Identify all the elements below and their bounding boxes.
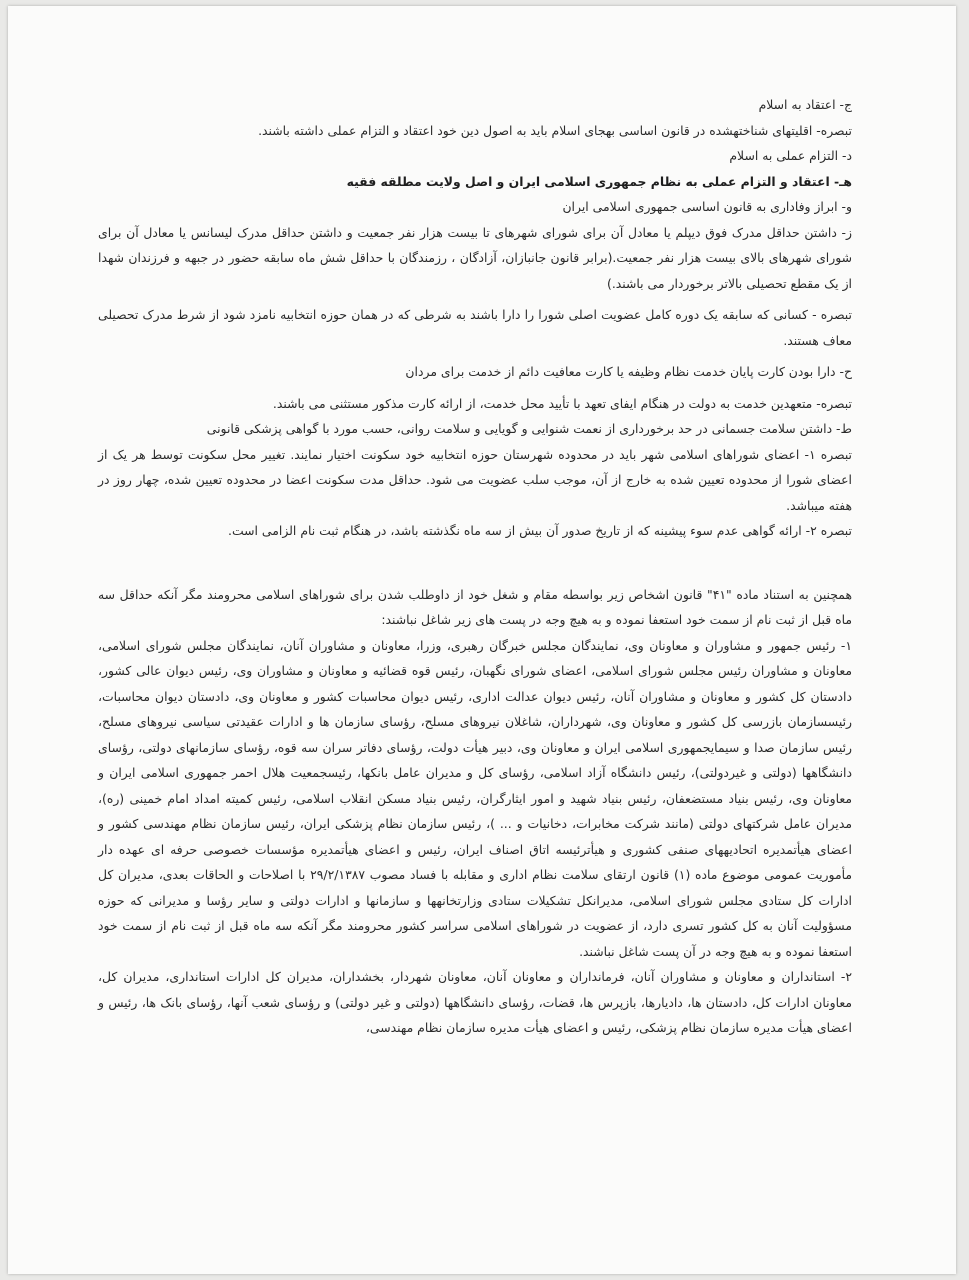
clause-z: ز- داشتن حداقل مدرک فوق دیپلم یا معادل آن برای شورای شهرهای تا بیست هزار نفر جمعیت و داشتن حداقل مدرک لیسانس یا معادل آن برای شورای شهرهای بالای بیست هزار نفر جمعیت.(برابر قانون جانبازان، آزادگان ، رزمندگان با حداقل شش ماه سابقه حضور در جبهه و فرزندان شهدا از یک مقطع تحصیلی بالاتر برخوردار می باشند.): [98, 224, 852, 291]
list-item-2: ۲- استانداران و معاونان و مشاوران آنان، فرمانداران و معاونان آنان، معاونان شهردار، بخشداران، مدیران کل ادارات استانداری، مدیران کل، معاونان ادارات کل، دادستان ها، دادیارها، بازپرس ها، قضات، رؤسای دانشگاهها (دولتی و غیر دولتی) و رؤسای شعب آنها، رؤسای بانک ها، رئیس و اعضای هیأت مدیره سازمان نظام پزشکی، رئیس و اعضای هیأت مدیره سازمان نظام مهندسی،: [98, 969, 852, 1035]
note-membership: تبصره - کسانی که سابقه یک دوره کامل عضویت اصلی شورا را دارا باشند به شرطی که در همان حوزه انتخابیه نامزد شود از شرط مدرک تحصیلی معاف هستند.: [98, 307, 852, 348]
clause-h2: ح- دارا بودن کارت پایان خدمت نظام وظیفه یا کارت معافیت دائم از خدمت برای مردان: [405, 364, 852, 379]
note-minorities: تبصره- اقلیتهای شناختهشده در قانون اساسی بهجای اسلام باید به اصول دین خود اعتقاد و التزام عملی داشته باشند.: [258, 122, 852, 138]
note-1-residence: تبصره ۱- اعضای شوراهای اسلامی شهر باید در محدوده شهرستان حوزه انتخابیه خود سکونت اختیار نمایند. تغییر محل سکونت توسط هر یک از اعضای شورا از محدوده تعیین شده به خارج از آن، موجب سلب عضویت می شود. حداقل مدت سکونت اعضا در محدوده تعیین شده، چهار روز در هفته میباشد.: [98, 446, 853, 513]
document-body: [98, 92, 852, 1041]
clause-t: ط- داشتن سلامت جسمانی در حد برخورداری از نعمت شنوایی و گویایی و سلامت روانی، حسب مورد با گواهی پزشکی قانونی: [206, 421, 852, 436]
note-2-record: تبصره ۲- ارائه گواهی عدم سوء پیشینه که از تاریخ صدور آن بیش از سه ماه نگذشته باشد، در هنگام ثبت نام الزامی است.: [228, 523, 852, 538]
clause-v: و- ابراز وفاداری به قانون اساسی جمهوری اسلامی ایران: [562, 199, 852, 214]
clause-c: ج- اعتقاد به اسلام: [758, 97, 852, 112]
note-service: تبصره- متعهدین خدمت به دولت در هنگام ایفای تعهد با تأیید محل خدمت، از ارائه کارت مذکور مستثنی می باشند.: [272, 395, 852, 411]
clause-h: هـ- اعتقاد و التزام عملی به نظام جمهوری اسلامی ایران و اصل ولایت مطلقه فقیه: [346, 173, 852, 189]
document-page: [8, 6, 956, 1274]
article-41-intro: همچنین به استناد ماده "۴۱" قانون اشخاص زیر بواسطه مقام و شغل خود از داوطلب شدن برای شوراهای اسلامی محرومند مگر آنکه حداقل سه ماه قبل از ثبت نام از سمت خود استعفا نموده و به هیچ وجه در پست های زیر شاغل نباشند:: [98, 586, 852, 627]
clause-d: د- التزام عملی به اسلام: [729, 148, 852, 163]
list-item-1: ۱- رئیس جمهور و مشاوران و معاونان وی، نمایندگان مجلس خبرگان رهبری، وزرا، معاونان و مشاوران آنان، نمایندگان مجلس شورای اسلامی، معاونان و مشاوران رئیس مجلس شورای اسلامی، اعضای شورای نگهبان، رئیس قوه قضائیه و معاونان و مشاوران وی، رئیس دیوان عالی کشور، دادستان کل کشور و معاونان و مشاوران آنان، رئیس دیوان عدالت اداری، رئیس دیوان محاسبات کشور و معاونان وی، دادستان دیوان محاسبات، رئیسسازمان بازرسی کل کشور و معاونان وی، شهرداران، شاغلان نیروهای مسلح، رؤسای سازمان ها و ادارات عقیدتی سیاسی نیروهای مسلح، رئیس سازمان صدا و سیمایجمهوری اسلامی ایران و معاونان وی، دبیر هیأت دولت، رؤسای دفاتر سران سه قوه، رؤسای سازمانهای دولتی، رؤسای دانشگاهها (دولتی و غیردولتی)، رئیس دانشگاه آزاد اسلامی، رؤسای کل و مدیران عامل بانکها، رئیسجمعیت هلال احمر جمهوری اسلامی ایران و معاونان وی، رئیس بنیاد مستضعفان، رئیس بنیاد شهید و امور ایثارگران، رئیس بنیاد مسکن انقلاب اسلامی، رئیس کمیته امداد امام خمینی (ره)، مدیران عامل شرکتهای دولتی (مانند شرکت مخابرات، دخانیات و ... )، رئیس سازمان نظام پزشکی ایران، رئیس سازمان نظام مهندسی کشور و اعضای هیأتمدیره اتحادیههای صنفی کشوری و هیأترئیسه اتاق اصناف ایران، رئیس و اعضای هیأتمدیره مؤسسات خصوصی حرفه ای عهده دار مأموریت عمومی موضوع ماده (۱) قانون ارتقای سلامت نظام اداری و مقابله با فساد مصوب ۲۹/۲/۱۳۸۷ با اصلاحات و الحاقات بعدی، مدیران کل ادارات کل ستادی مجلس شورای اسلامی، مدیرانکل تشکیلات ستادی وزارتخانهها و سازمانها و ادارات دولتی و سایر رؤسا و مدیرانی که حوزه مسؤولیت آنان به کل کشور تسری دارد، از عضویت در شوراهای اسلامی سراسر کشور محرومند مگر آنکه سه ماه قبل از ثبت نام از سمت خود استعفا نموده و به هیچ وجه در آن پست شاغل نباشند.: [98, 637, 852, 959]
